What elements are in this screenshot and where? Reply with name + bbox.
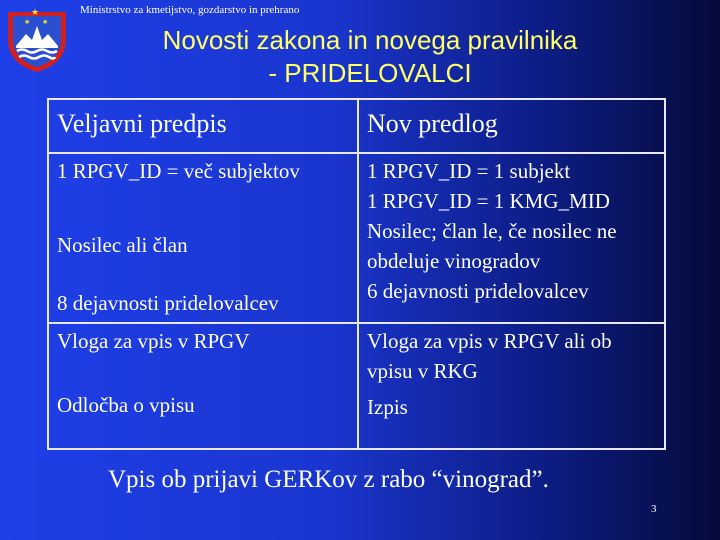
column-header-current: Veljavni predpis: [48, 99, 358, 153]
svg-text:★: ★: [42, 18, 49, 26]
ministry-name: Ministrstvo za kmetijstvo, gozdarstvo in prehrano: [80, 4, 300, 16]
column-header-proposal: Nov predlog: [358, 99, 665, 153]
table-row: [48, 153, 665, 323]
table-header-row: [48, 99, 665, 153]
svg-text:★: ★: [31, 8, 40, 18]
page-number: 3: [651, 503, 657, 515]
cell-text: Vloga za vpis v RPGV ali ob: [367, 328, 612, 353]
cell-text: 6 dejavnosti pridelovalcev: [367, 279, 589, 304]
table-cell-current: [48, 153, 358, 323]
table-cell-current: [48, 323, 358, 449]
cell-text: Izpis: [367, 394, 408, 419]
cell-text: 1 RPGV_ID = 1 subjekt: [367, 159, 571, 184]
cell-text: obdeluje vinogradov: [367, 249, 541, 274]
cell-text: Nosilec ali član: [57, 233, 188, 258]
cell-text: 8 dejavnosti pridelovalcev: [57, 290, 279, 315]
table-cell-proposal: [358, 323, 665, 449]
cell-text: Odločba o vpisu: [57, 392, 195, 417]
svg-text:★: ★: [24, 18, 31, 26]
cell-text: Nosilec; član le, če nosilec ne: [367, 219, 617, 244]
title-line-1: Novosti zakona in novega pravilnika: [162, 25, 578, 55]
table-cell-proposal: [358, 153, 665, 323]
footer-note: Vpis ob prijavi GERKov z rabo “vinograd”.: [108, 466, 549, 493]
page-title: [0, 24, 720, 90]
cell-text: 1 RPGV_ID = več subjektov: [57, 159, 300, 184]
table-row: [48, 323, 665, 449]
cell-text: Vloga za vpis v RPGV: [57, 328, 250, 353]
comparison-table: [47, 98, 666, 450]
cell-text: vpisu v RKG: [367, 358, 478, 383]
title-line-2: - PRIDELOVALCI: [268, 58, 472, 88]
cell-text: 1 RPGV_ID = 1 KMG_MID: [367, 189, 610, 214]
